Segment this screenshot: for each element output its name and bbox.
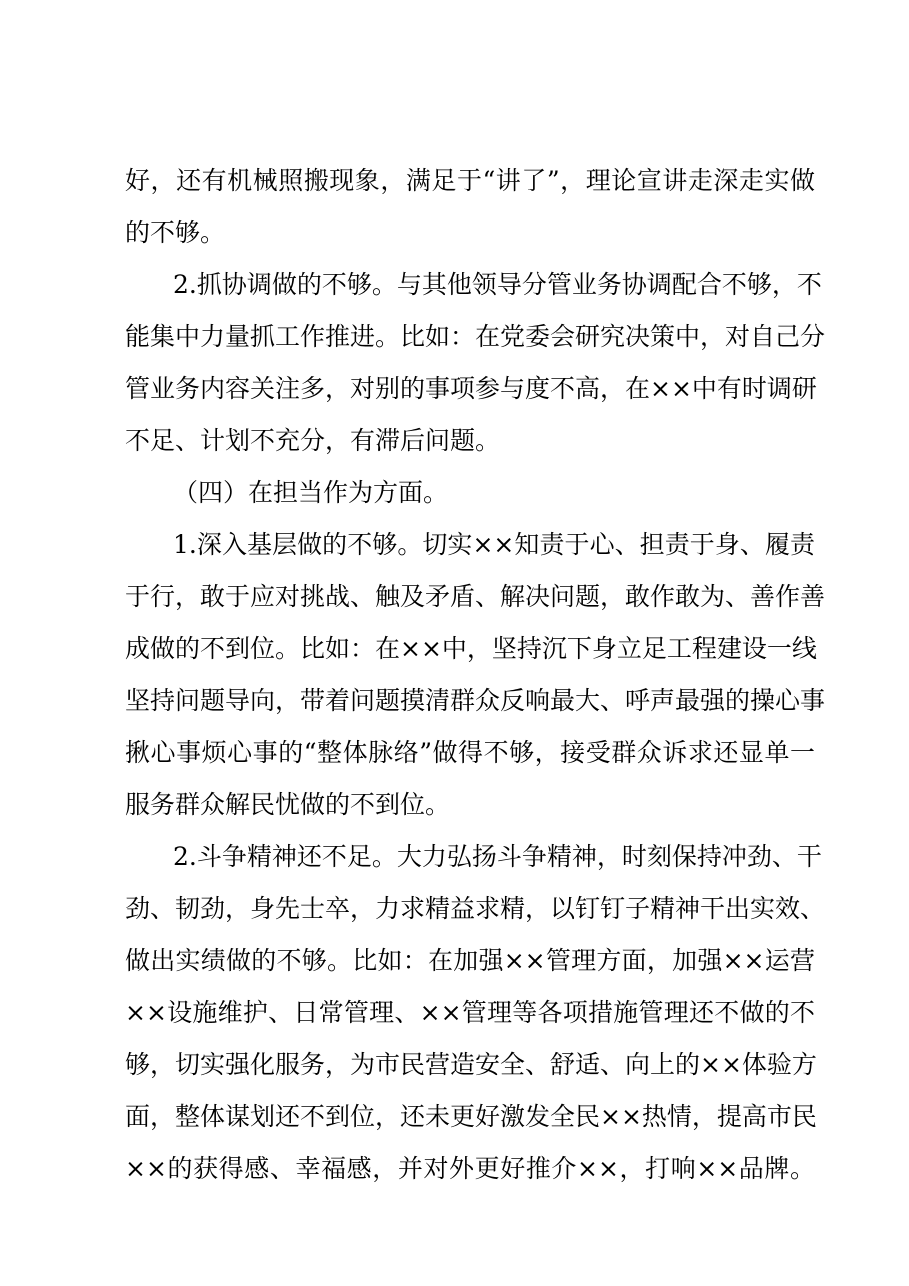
paragraph-line: ××的获得感、幸福感，并对外更好推介××，打响××品牌。 [125,1154,815,1183]
paragraph-line: 2.抓协调做的不够。与其他领导分管业务协调配合不够，不 [173,270,822,299]
paragraph-line: 能集中力量抓工作推进。比如：在党委会研究决策中，对自己分 [125,322,826,351]
paragraph-line: 不足、计划不充分，有滞后问题。 [125,426,501,455]
paragraph-line: 做出实绩做的不够。比如：在加强××管理方面，加强××运营 [125,946,815,975]
paragraph-line: 好，还有机械照搬现象，满足于“讲了”，理论宣讲走深走实做 [125,166,815,195]
paragraph-line: 管业务内容关注多，对别的事项参与度不高，在××中有时调研 [125,374,817,403]
paragraph-line: 劲、韧劲，身先士卒，力求精益求精，以钉钉子精神干出实效、 [125,894,826,923]
paragraph-line: ××设施维护、日常管理、××管理等各项措施管理还不做的不 [125,998,815,1027]
paragraph-line: 揪心事烦心事的“整体脉络”做得不够，接受群众诉求还显单一 [125,738,815,767]
paragraph-line: 够，切实强化服务，为市民营造安全、舒适、向上的××体验方 [125,1050,817,1079]
paragraph-line: 的不够。 [125,218,226,247]
paragraph-line: 成做的不到位。比如：在××中，坚持沉下身立足工程建设一线 [125,634,817,663]
paragraph-line: 坚持问题导向，带着问题摸清群众反响最大、呼声最强的操心事 [125,686,826,715]
paragraph-line: 面，整体谋划还不到位，还未更好激发全民××热情，提高市民 [125,1102,817,1131]
paragraph-line: 服务群众解民忧做的不到位。 [125,790,451,819]
paragraph-line: 于行，敢于应对挑战、触及矛盾、解决问题，敢作敢为、善作善 [125,582,826,611]
paragraph-line: 1.深入基层做的不够。切实××知责于心、担责于身、履责 [173,530,815,559]
paragraph-line: 2.斗争精神还不足。大力弘扬斗争精神，时刻保持冲劲、干 [173,842,822,871]
section-heading: （四）在担当作为方面。 [173,478,449,507]
